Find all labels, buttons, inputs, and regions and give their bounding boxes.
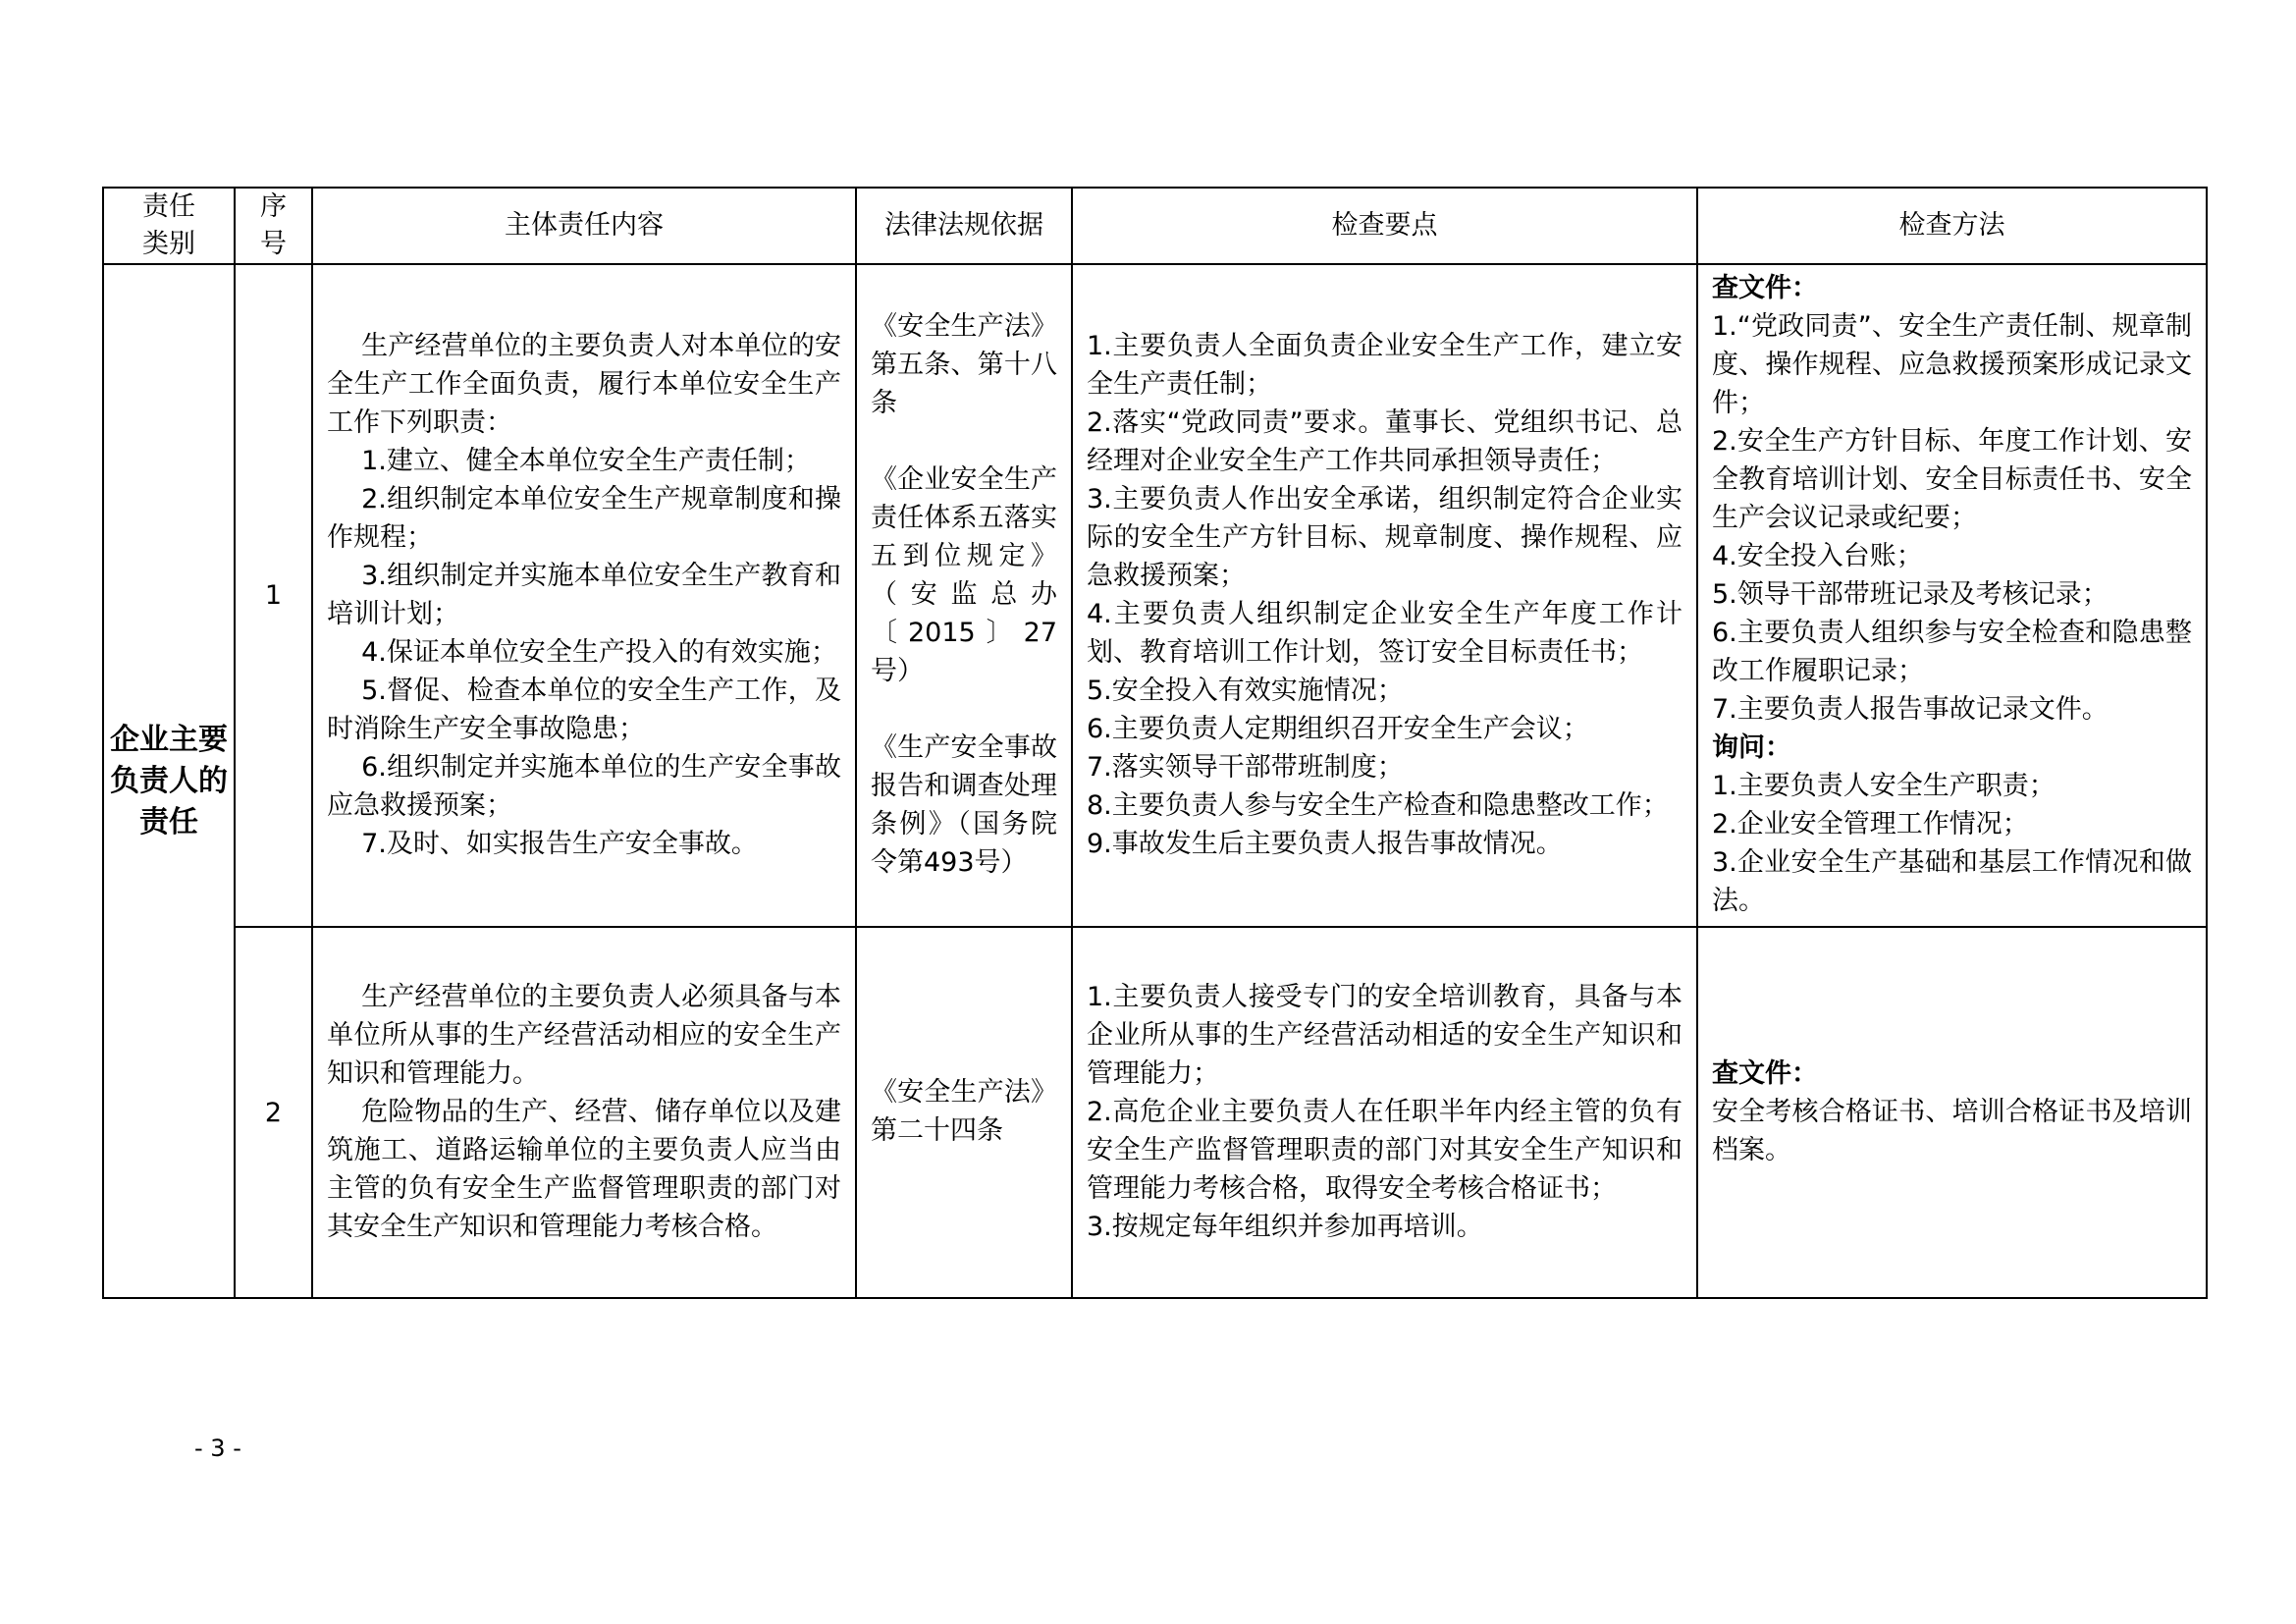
legal-cell [856,927,1072,1298]
header-category [103,188,235,264]
method-text [1698,1051,2206,1175]
method-inquiry-title: 询问： [1712,732,1791,763]
seq-cell: 1 [235,264,312,927]
points-text [1073,323,1696,869]
method-item: 安全考核合格证书、培训合格证书及培训档案。 [1712,1096,2192,1165]
header-check-points: 检查要点 [1072,188,1697,264]
header-seq-line: 号 [260,229,287,259]
category-label: 企业主要负责人的责任 [110,722,228,839]
legal-cell [856,264,1072,927]
method-item: 1.“党政同责”、安全生产责任制、规章制度、操作规程、应急救援预案形成记录文件； [1712,311,2192,418]
content-cell [312,927,856,1298]
content-paragraph: 2.组织制定本单位安全生产规章制度和操作规程； [327,483,841,553]
legal-text [857,1069,1071,1156]
header-legal-basis: 法律法规依据 [856,188,1072,264]
check-point-item: 8.主要负责人参与安全生产检查和隐患整改工作； [1087,789,1669,821]
content-paragraph: 7.及时、如实报告生产安全事故。 [361,828,758,859]
content-cell [312,264,856,927]
check-point-item: 2.落实“党政同责”要求。董事长、党组织书记、总经理对企业安全生产工作共同承担领导责任； [1087,406,1682,476]
header-row [103,188,2207,264]
content-paragraph: 危险物品的生产、经营、储存单位以及建筑施工、道路运输单位的主要负责人应当由主管的负有安全生产监督管理职责的部门对其安全生产知识和管理能力考核合格。 [327,1096,841,1242]
check-point-item: 1.主要负责人全面负责企业安全生产工作，建立安全生产责任制； [1087,330,1682,400]
check-point-item: 6.主要负责人定期组织召开安全生产会议； [1087,713,1589,744]
content-paragraph: 生产经营单位的主要负责人必须具备与本单位所从事的生产经营活动相应的安全生产知识和管理能力。 [327,981,841,1089]
points-cell [1072,927,1697,1298]
check-point-item: 9.事故发生后主要负责人报告事故情况。 [1087,828,1563,859]
method-item: 5.领导干部带班记录及考核记录； [1712,579,2109,610]
check-point-item: 3.主要负责人作出安全承诺，组织制定符合企业实际的安全生产方针目标、规章制度、操作规程、应急救援预案； [1087,483,1682,591]
method-item: 2.企业安全管理工作情况； [1712,809,2029,839]
header-category-line: 责任 [142,191,195,222]
table-row [103,264,2207,927]
method-item: 7.主要负责人报告事故记录文件。 [1712,694,2109,725]
legal-citation: 《安全生产法》第二十四条 [871,1077,1057,1146]
points-text [1073,974,1696,1252]
legal-citation: 《企业安全生产责任体系五落实五到位规定》（安监总办〔2015〕27号） [871,464,1057,686]
method-item: 4.安全投入台账； [1712,541,1923,571]
header-category-line: 类别 [142,229,195,259]
seq-cell: 2 [235,927,312,1298]
method-cell [1697,264,2207,927]
content-paragraph: 5.督促、检查本单位的安全生产工作，及时消除生产安全事故隐患； [327,675,841,744]
table-row [103,927,2207,1298]
legal-text [857,303,1071,888]
content-text [313,974,855,1252]
method-item: 6.主要负责人组织参与安全检查和隐患整改工作履职记录； [1712,618,2192,686]
check-point-item: 7.落实领导干部带班制度； [1087,751,1404,783]
check-point-item: 1.主要负责人接受专门的安全培训教育，具备与本企业所从事的生产经营活动相适的安全生产知识和管理能力； [1087,981,1682,1089]
legal-citation: 《生产安全事故报告和调查处理条例》（国务院令第493号） [871,732,1057,878]
check-point-item: 5.安全投入有效实施情况； [1087,675,1404,706]
content-text [313,323,855,869]
method-item: 3.企业安全生产基础和基层工作情况和做法。 [1712,847,2192,916]
responsibility-table [102,187,2208,1299]
method-docs-title: 查文件： [1712,1057,1818,1089]
method-cell [1697,927,2207,1298]
content-paragraph: 1.建立、健全本单位安全生产责任制； [361,445,811,476]
method-docs-title: 查文件： [1712,273,1818,303]
header-content: 主体责任内容 [312,188,856,264]
check-point-item: 4.主要负责人组织制定企业安全生产年度工作计划、教育培训工作计划，签订安全目标责任书； [1087,598,1682,668]
check-point-item: 3.按规定每年组织并参加再培训。 [1087,1211,1483,1242]
method-item: 1.主要负责人安全生产职责； [1712,771,2056,801]
page-number: - 3 - [194,1435,241,1462]
content-paragraph: 6.组织制定并实施本单位的生产安全事故应急救援预案； [327,751,841,821]
content-paragraph: 4.保证本单位安全生产投入的有效实施； [361,636,837,668]
legal-citation: 《安全生产法》第五条、第十八条 [871,311,1057,418]
content-paragraph: 3.组织制定并实施本单位安全生产教育和培训计划； [327,560,841,629]
content-paragraph: 生产经营单位的主要负责人对本单位的安全生产工作全面负责，履行本单位安全生产工作下列职责： [327,330,841,438]
method-text [1698,265,2206,926]
category-cell [103,264,235,1298]
header-check-method: 检查方法 [1697,188,2207,264]
check-point-item: 2.高危企业主要负责人在任职半年内经主管的负有安全生产监督管理职责的部门对其安全生产知识和管理能力考核合格，取得安全考核合格证书； [1087,1096,1682,1204]
header-seq-line: 序 [260,191,287,222]
points-cell [1072,264,1697,927]
header-seq [235,188,312,264]
method-item: 2.安全生产方针目标、年度工作计划、安全教育培训计划、安全目标责任书、安全生产会议记录或纪要； [1712,426,2192,533]
